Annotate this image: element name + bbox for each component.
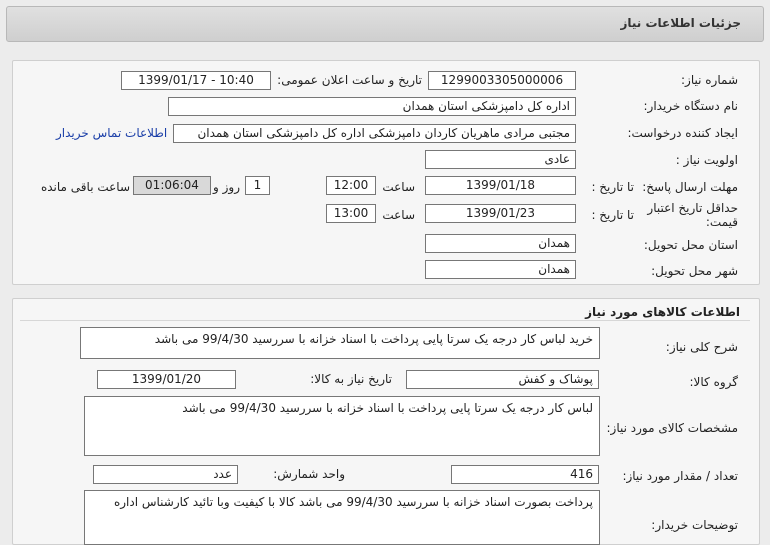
remaining-time-field: 01:06:04: [133, 176, 211, 195]
buyer-label: نام دستگاه خریدار:: [643, 99, 738, 113]
creator-label: ایجاد کننده درخواست:: [627, 126, 738, 140]
days-label: روز و: [213, 180, 240, 194]
validity-until-label: تا تاریخ :: [591, 208, 634, 222]
summary-field: خرید لباس کار درجه یک سرتا پایی پرداخت با اسناد خزانه با سررسید 99/4/30 می باشد: [80, 327, 600, 359]
goods-section-title: اطلاعات کالاهای مورد نیاز: [585, 305, 740, 319]
validity-date-field: 1399/01/23: [425, 204, 576, 223]
deadline-time-label: ساعت: [382, 180, 415, 194]
need-number-field: 1299003305000006: [428, 71, 576, 90]
group-label: گروه کالا:: [689, 375, 738, 389]
need-date-label: تاریخ نیاز به کالا:: [310, 372, 392, 386]
creator-field: مجتبی مرادی ماهریان کاردان دامپزشکی اداره کل دامپزشکی استان همدان: [173, 124, 576, 143]
deadline-label: مهلت ارسال پاسخ:: [642, 180, 738, 194]
goods-section-divider: [20, 320, 750, 321]
deadline-time-field: 12:00: [326, 176, 376, 195]
priority-label: اولویت نیاز :: [675, 153, 738, 167]
deadline-date-field: 1399/01/18: [425, 176, 576, 195]
validity-label: حداقل تاریخ اعتبار قیمت:: [647, 201, 738, 229]
buyer-contact-link[interactable]: اطلاعات تماس خریدار: [56, 126, 168, 140]
validity-time-field: 13:00: [326, 204, 376, 223]
province-label: استان محل تحویل:: [643, 238, 738, 252]
page-header: [6, 6, 764, 42]
validity-time-label: ساعت: [382, 208, 415, 222]
remaining-days-field: 1: [245, 176, 270, 195]
deadline-until-label: تا تاریخ :: [591, 180, 634, 194]
priority-field: عادی: [425, 150, 576, 169]
announce-field: 1399/01/17 - 10:40: [121, 71, 271, 90]
spec-label: مشخصات کالای مورد نیاز:: [606, 421, 738, 435]
buyer-notes-field: پرداخت بصورت اسناد خزانه با سررسید 99/4/30 می باشد کالا با کیفیت وبا تائید کارشناس اداره: [84, 490, 600, 545]
group-field: پوشاک و کفش: [406, 370, 599, 389]
province-field: همدان: [425, 234, 576, 253]
need-number-label: شماره نیاز:: [681, 73, 738, 87]
qty-field: 416: [451, 465, 599, 484]
remaining-label: ساعت باقی مانده: [40, 180, 130, 194]
spec-field: لباس کار درجه یک سرتا پایی پرداخت با اسناد خزانه با سررسید 99/4/30 می باشد: [84, 396, 600, 456]
unit-field: عدد: [93, 465, 238, 484]
announce-label: تاریخ و ساعت اعلان عمومی:: [277, 73, 422, 87]
city-label: شهر محل تحویل:: [651, 264, 738, 278]
buyer-field: اداره کل دامپزشکی استان همدان: [168, 97, 576, 116]
city-field: همدان: [425, 260, 576, 279]
qty-label: تعداد / مقدار مورد نیاز:: [622, 469, 738, 483]
need-date-field: 1399/01/20: [97, 370, 236, 389]
buyer-notes-label: توضیحات خریدار:: [651, 518, 738, 532]
page-title: جزئیات اطلاعات نیاز: [620, 16, 741, 30]
summary-label: شرح کلی نیاز:: [665, 340, 738, 354]
unit-label: واحد شمارش:: [273, 467, 345, 481]
